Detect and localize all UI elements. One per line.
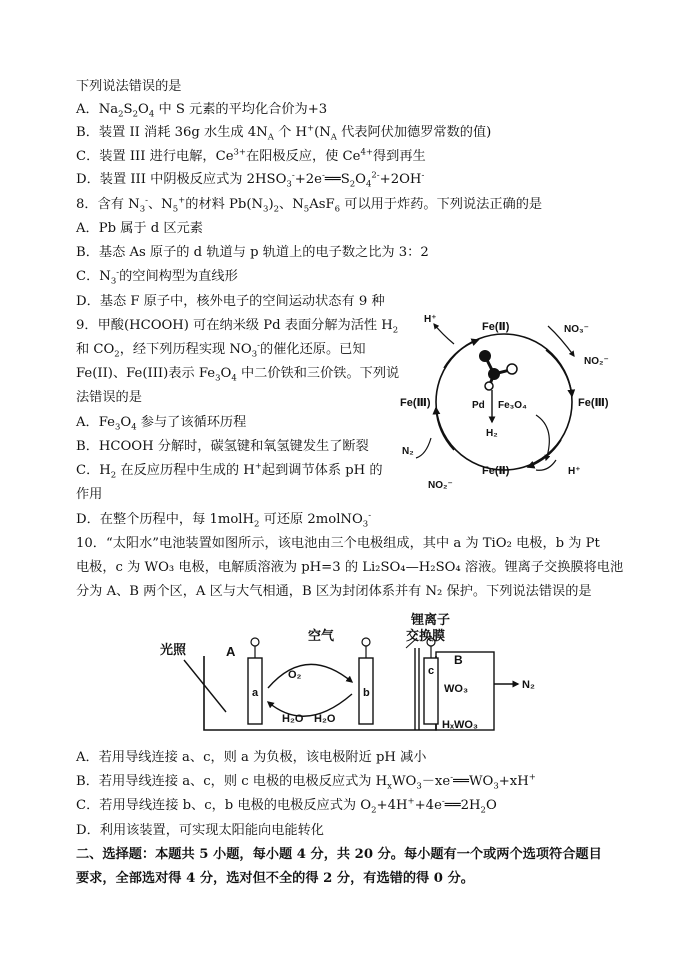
atom xyxy=(485,382,493,390)
electrode-c-label: c xyxy=(428,665,435,677)
option-10b: B．若用导线连接 a、c，则 c 电极的电极反应式为 $H_xWO_3-xe^-══WO_3+xH^+$ xyxy=(76,772,536,792)
h2o-label: H₂O xyxy=(282,713,304,725)
fe3-label: Fe(Ⅲ) xyxy=(400,397,431,409)
question-8: 8．含有 $N_3^-$、$N_5^+$的材料 $Pb(N_3)_2$、$N_5AsF_6$ 可以用于炸药。下列说法正确的是 xyxy=(76,195,543,215)
option-9a: A．$Fe_3O_4$ 参与了该循环历程 xyxy=(76,415,247,433)
section-heading: 要求，全部选对得 4 分，选对但不全的得 2 分，有选错的得 0 分。 xyxy=(76,871,474,886)
option-10c: C．若用导线连接 b、c，b 电极的电极反应式为 $O_2+4H^++4e^-══2H_2O$ xyxy=(76,796,497,816)
air-label: 空气 xyxy=(308,628,335,643)
arrow xyxy=(546,350,572,396)
section-heading: 二、选择题：本题共 5 小题，每小题 4 分，共 20 分。每小题有一个或两个选项符合题目 xyxy=(76,847,602,862)
arrow xyxy=(434,324,454,344)
membrane-label: 锂离子 xyxy=(411,612,451,627)
question-10: 10．“太阳水”电池装置如图所示，该电池由三个电极组成，其中 a 为 TiO₂ 电极，b 为 Pt xyxy=(76,536,600,551)
arrow xyxy=(268,694,352,716)
option-9d: D．在整个历程中，每 1molH$_2$ 可还原 2molNO$_3$- xyxy=(76,510,372,530)
electrode-a-label: a xyxy=(252,687,259,699)
zone-a-label: A xyxy=(226,644,236,659)
pd-label: Pd xyxy=(472,400,485,411)
option-10a: A．若用导线连接 a、c，则 a 为负极，该电极附近 pH 减小 xyxy=(76,750,427,765)
n2-label: N₂ xyxy=(522,679,535,691)
arrow xyxy=(268,664,352,688)
catalytic-cycle-diagram xyxy=(396,310,626,495)
h2o-label: H₂O xyxy=(314,713,336,725)
membrane-label: 交换膜 xyxy=(406,628,446,643)
electrode-b-label: b xyxy=(363,687,370,699)
question-9: 9．甲酸(HCOOH) 可在纳米级 Pd 表面分解为活性 $H_2$ xyxy=(76,318,399,336)
text-line: 分为 A、B 两个区，A 区与大气相通，B 区为封闭体系并有 N₂ 保护。下列说法错误的是 xyxy=(76,584,592,599)
terminal xyxy=(251,638,259,646)
terminal xyxy=(362,638,370,646)
atom xyxy=(479,350,491,362)
text-line: 作用 xyxy=(76,487,103,502)
fe3o4-label: Fe₃O₄ xyxy=(498,400,527,411)
no2-label: NO₂⁻ xyxy=(428,480,453,491)
atom xyxy=(488,368,500,380)
option-9c: C．$H_2$ 在反应历程中生成的 H+起到调节体系 pH 的 xyxy=(76,461,383,481)
arrow xyxy=(444,340,478,368)
no3-label: NO₃⁻ xyxy=(564,324,589,335)
text-line: 下列说法错误的是 xyxy=(76,79,182,94)
wo3-label: WO₃ xyxy=(444,683,469,695)
zone-b-label: B xyxy=(454,653,463,667)
battery-device-diagram xyxy=(156,612,546,734)
option-7d: D．装置 III 中阴极反应式为 $2HSO_3^-+2e^-══S_2O_4^{2-}+2OH^-$ xyxy=(76,170,425,190)
fe2-label: Fe(Ⅱ) xyxy=(482,321,510,333)
light-ray xyxy=(184,660,226,712)
hxwo3-label: HₓWO₃ xyxy=(442,719,478,731)
fe2-label: Fe(Ⅱ) xyxy=(482,465,510,477)
option-8c: C．$N_3^-$的空间构型为直线形 xyxy=(76,267,238,287)
h2-label: H₂ xyxy=(486,428,498,439)
no2-label: NO₂⁻ xyxy=(584,356,609,367)
option-10d: D．利用该装置，可实现太阳能向电能转化 xyxy=(76,823,324,838)
option-7b: B．装置 II 消耗 36g 水生成 $4N_A$ 个 $H^+(N_A$ 代表阿伏加德罗常数的值) xyxy=(76,123,492,143)
text-line: Fe(II)、Fe(III)表示 $Fe_3O_4$ 中二价铁和三价铁。下列说 xyxy=(76,366,400,384)
text-line: 法错误的是 xyxy=(76,390,142,405)
atom xyxy=(507,364,517,374)
option-7c: C．装置 III 进行电解，$Ce^{3+}$在阳极反应，使 $Ce^{4+}$得到再生 xyxy=(76,147,426,164)
n2-label: N₂ xyxy=(402,446,414,457)
text-line: 电极，c 为 WO₃ 电极，电解质溶液为 pH=3 的 Li₂SO₄—H₂SO₄ 溶液。锂离子交换膜将电池 xyxy=(76,560,624,575)
option-8d: D．基态 F 原子中，核外电子的空间运动状态有 9 种 xyxy=(76,294,385,309)
option-8b: B．基态 As 原子的 d 轨道与 p 轨道上的电子数之比为 3：2 xyxy=(76,245,429,260)
hplus-label: H⁺ xyxy=(568,466,581,477)
arrow xyxy=(536,415,549,460)
fe3-label: Fe(Ⅲ) xyxy=(578,397,609,409)
option-8a: A．Pb 属于 d 区元素 xyxy=(76,221,203,236)
option-7a: A．$Na_2S_2O_4$ 中 S 元素的平均化合价为+3 xyxy=(76,102,328,120)
option-9b: B．HCOOH 分解时，碳氢键和氧氢键发生了断裂 xyxy=(76,439,369,454)
o2-label: O₂ xyxy=(288,669,302,681)
light-label: 光照 xyxy=(160,642,187,657)
hplus-label: H⁺ xyxy=(424,314,437,325)
arrow xyxy=(416,438,431,458)
text-line: 和 $CO_2$，经下列历程实现 $NO_3^-$的催化还原。已知 xyxy=(76,340,366,360)
